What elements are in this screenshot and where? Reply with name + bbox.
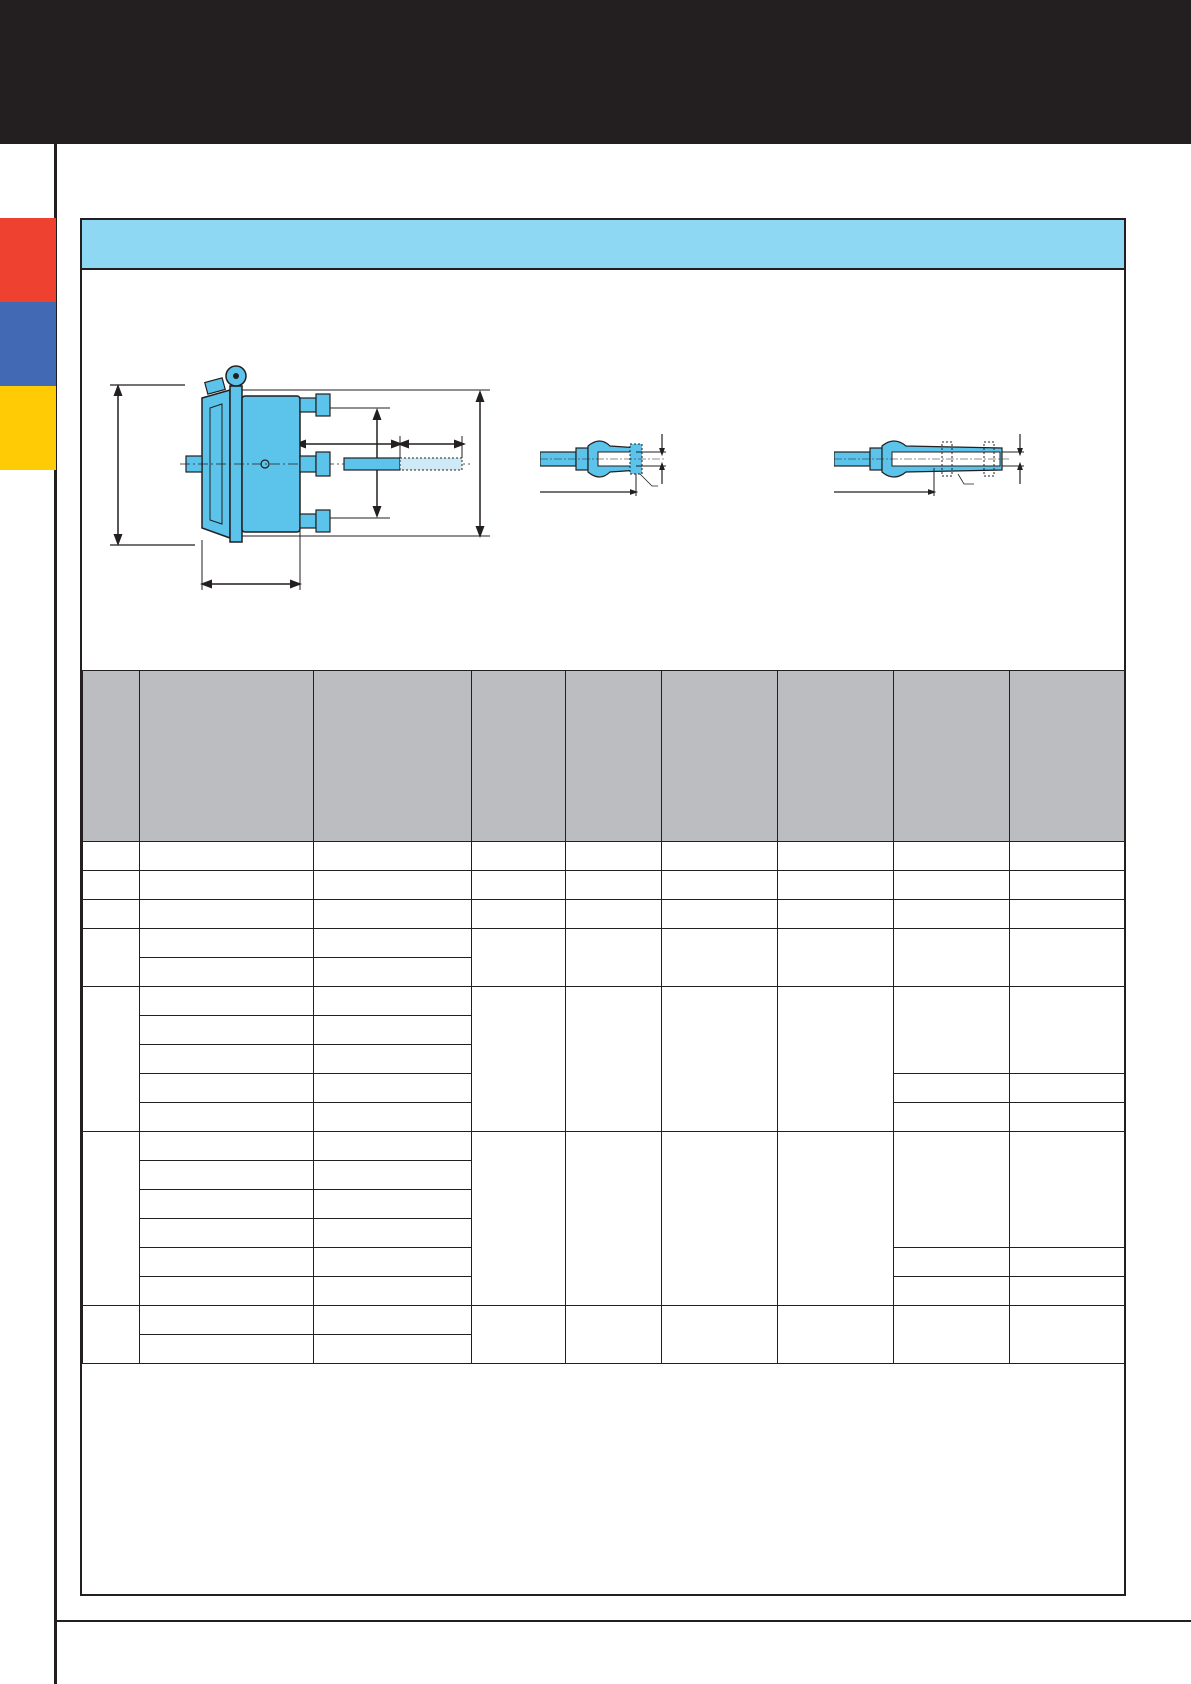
table-cell <box>894 929 1010 987</box>
table-cell <box>472 1132 566 1306</box>
table-cell <box>472 1306 566 1364</box>
table-cell <box>566 1306 662 1364</box>
table-cell <box>83 871 140 900</box>
diagram-area <box>82 270 1124 670</box>
brake-chamber-dimension-drawing-icon <box>110 360 510 660</box>
table-cell <box>894 1248 1010 1277</box>
section-tab-red[interactable] <box>0 218 56 302</box>
table-cell <box>314 1045 472 1074</box>
notes-area <box>82 1378 1124 1594</box>
clevis-fork-drawing-icon <box>540 416 700 516</box>
table-cell <box>1010 1074 1125 1103</box>
table-cell <box>314 871 472 900</box>
table-cell <box>778 871 894 900</box>
table-cell <box>140 1219 314 1248</box>
table-cell <box>140 1335 314 1364</box>
table-cell <box>1010 1277 1125 1306</box>
table-cell <box>894 987 1010 1074</box>
footer-rule <box>54 1620 1191 1622</box>
table-header-cell <box>894 671 1010 842</box>
table-cell <box>894 1074 1010 1103</box>
table-cell <box>662 1132 778 1306</box>
table-cell <box>314 1103 472 1132</box>
table-cell <box>1010 900 1125 929</box>
table-cell <box>566 987 662 1132</box>
table-cell <box>894 842 1010 871</box>
table-cell <box>140 1161 314 1190</box>
table-cell <box>778 842 894 871</box>
table-cell <box>314 1132 472 1161</box>
table-cell <box>140 1103 314 1132</box>
table-cell <box>1010 1306 1125 1364</box>
table-cell <box>140 1306 314 1335</box>
table-row <box>83 1306 1125 1335</box>
table-cell <box>778 1132 894 1306</box>
table-cell <box>1010 987 1125 1074</box>
table-header-row <box>83 671 1125 842</box>
table-header-cell <box>1010 671 1125 842</box>
table-cell <box>314 1016 472 1045</box>
table-cell <box>140 1277 314 1306</box>
table-header-cell <box>140 671 314 842</box>
table-cell <box>566 900 662 929</box>
table-header-cell <box>314 671 472 842</box>
table-row <box>83 842 1125 871</box>
table-header-cell <box>472 671 566 842</box>
panel-header-bar <box>82 220 1124 270</box>
table-cell <box>472 871 566 900</box>
table-cell <box>83 987 140 1132</box>
table-cell <box>1010 929 1125 987</box>
table-cell <box>778 900 894 929</box>
table-cell <box>566 871 662 900</box>
table-cell <box>662 987 778 1132</box>
table-cell <box>894 900 1010 929</box>
table-header-cell <box>83 671 140 842</box>
table-cell <box>566 842 662 871</box>
table-cell <box>314 1248 472 1277</box>
table-cell <box>83 1132 140 1306</box>
table-cell <box>472 900 566 929</box>
table-cell <box>894 871 1010 900</box>
table-cell <box>314 987 472 1016</box>
table-cell <box>314 1190 472 1219</box>
table-cell <box>140 987 314 1016</box>
table-cell <box>314 1074 472 1103</box>
table-cell <box>314 1219 472 1248</box>
table-cell <box>894 1103 1010 1132</box>
table-cell <box>83 1306 140 1364</box>
table-cell <box>1010 1103 1125 1132</box>
table-cell <box>894 1132 1010 1248</box>
table-cell <box>566 1132 662 1306</box>
table-row <box>83 1132 1125 1161</box>
table-cell <box>472 987 566 1132</box>
table-cell <box>314 900 472 929</box>
table-row <box>83 871 1125 900</box>
table-cell <box>662 1306 778 1364</box>
table-cell <box>314 842 472 871</box>
table-cell <box>778 929 894 987</box>
table-cell <box>1010 1248 1125 1277</box>
section-tab-blue[interactable] <box>0 302 56 386</box>
table-header-cell <box>566 671 662 842</box>
table-cell <box>140 1074 314 1103</box>
table-cell <box>894 1306 1010 1364</box>
table-cell <box>778 1306 894 1364</box>
table-cell <box>314 1335 472 1364</box>
table-header-cell <box>662 671 778 842</box>
table-cell <box>140 958 314 987</box>
table-cell <box>83 842 140 871</box>
table-cell <box>472 842 566 871</box>
table-cell <box>314 1277 472 1306</box>
product-panel <box>80 218 1126 1596</box>
table-cell <box>894 1277 1010 1306</box>
specification-table <box>82 670 1125 1364</box>
table-cell <box>140 1248 314 1277</box>
table-row <box>83 987 1125 1016</box>
table-cell <box>83 929 140 987</box>
specification-table-wrap <box>82 670 1124 1364</box>
table-cell <box>1010 871 1125 900</box>
table-row <box>83 929 1125 958</box>
table-cell <box>472 929 566 987</box>
table-cell <box>778 987 894 1132</box>
header-band <box>0 0 1191 144</box>
table-row <box>83 900 1125 929</box>
table-cell <box>314 1161 472 1190</box>
table-cell <box>566 929 662 987</box>
table-cell <box>140 1132 314 1161</box>
table-cell <box>140 871 314 900</box>
table-cell <box>140 1045 314 1074</box>
clevis-fork-pin-drawing-icon <box>834 416 1044 516</box>
table-cell <box>662 842 778 871</box>
section-tab-yellow[interactable] <box>0 386 56 470</box>
table-cell <box>140 842 314 871</box>
table-cell <box>1010 842 1125 871</box>
table-cell <box>140 900 314 929</box>
table-cell <box>83 900 140 929</box>
table-header-cell <box>778 671 894 842</box>
table-cell <box>140 1190 314 1219</box>
table-cell <box>662 871 778 900</box>
table-cell <box>314 958 472 987</box>
table-cell <box>140 1016 314 1045</box>
table-cell <box>1010 1132 1125 1248</box>
table-cell <box>314 929 472 958</box>
table-cell <box>314 1306 472 1335</box>
table-cell <box>140 929 314 958</box>
table-cell <box>662 929 778 987</box>
table-cell <box>662 900 778 929</box>
